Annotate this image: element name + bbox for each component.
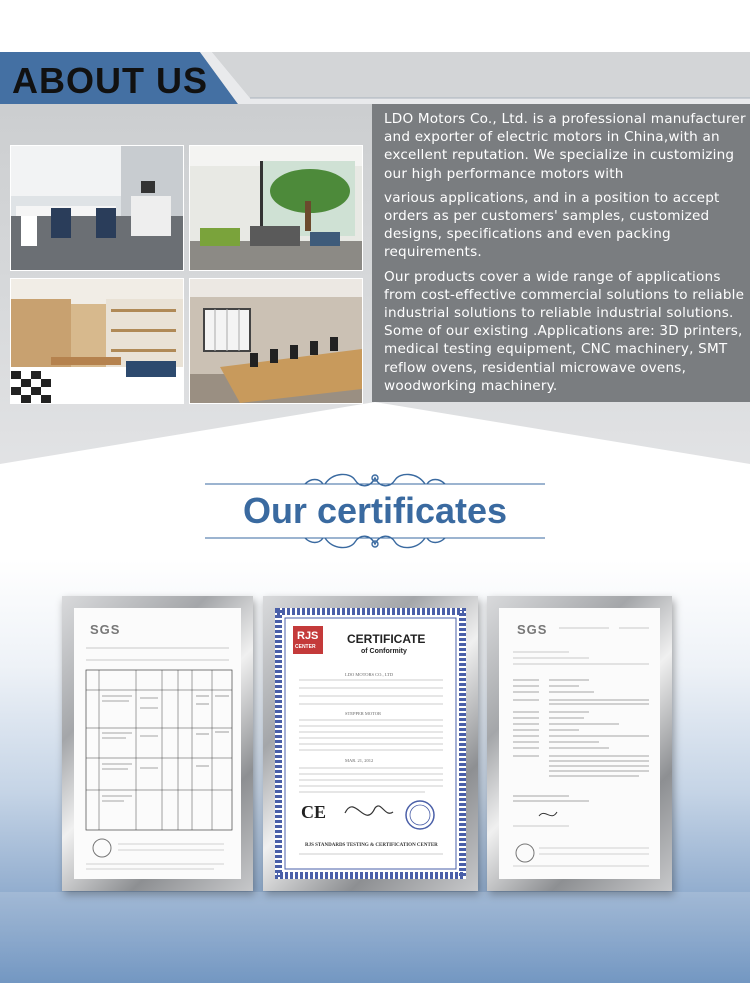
certificate-subheading: of Conformity <box>361 648 407 655</box>
certificate-right <box>499 608 660 879</box>
certificate-frame-left <box>62 596 253 891</box>
certificate-frame-right <box>487 596 672 891</box>
certificate-frame-center <box>263 596 478 891</box>
certificate-date: MAR. 21, 2012 <box>345 758 374 763</box>
rjs-logo-subtext: CENTER <box>295 644 316 650</box>
sgs-logo-left: SGS <box>90 622 121 637</box>
sgs-logo-right: SGS <box>517 622 548 637</box>
about-paragraph-2: various applications, and in a position to accept orders as per customers' samples, customized designs, specifications and even packing requirements. <box>384 189 720 261</box>
top-margin <box>0 0 750 52</box>
about-description <box>384 110 746 401</box>
certificate-product: STEPPER MOTOR <box>345 711 382 716</box>
rjs-logo-text: RJS <box>297 630 319 642</box>
certificates-title: Our certificates <box>242 490 508 531</box>
certificate-footer: RJS STANDARDS TESTING & CERTIFICATION CENTER <box>305 843 438 848</box>
about-paragraph-1: LDO Motors Co., Ltd. is a professional manufacturer and exporter of electric motors in China,with an excellent reputation. We specialize in customizing our high performance motors with <box>384 111 746 182</box>
ce-mark: CE <box>301 802 327 822</box>
about-paragraph-3: Our products cover a wide range of applications from cost-effective commercial solutions to reliable industrial solutions to reliable industrial solutions. Some of our existing .Applications are: 3D printers, medical testing equipment, CNC machinery, SMT reflow ovens, residential microwave ovens, woodworking machinery. <box>384 268 745 394</box>
certificate-left-table <box>74 608 241 879</box>
office-photo-1 <box>10 145 184 271</box>
office-photo-2 <box>189 145 363 271</box>
certificate-left <box>74 608 241 879</box>
office-photo-3 <box>10 278 184 404</box>
about-header <box>0 52 750 104</box>
office-photo-4 <box>189 278 363 404</box>
ornament-bottom <box>205 528 545 552</box>
certificate-heading: CERTIFICATE <box>347 632 426 646</box>
certificate-applicant: LDO MOTORS CO., LTD <box>345 672 394 677</box>
floor-reflection <box>0 892 750 983</box>
section-divider <box>0 402 750 472</box>
certificate-right-text <box>499 608 660 879</box>
about-title: ABOUT US <box>12 60 208 101</box>
certificate-center <box>275 608 466 879</box>
